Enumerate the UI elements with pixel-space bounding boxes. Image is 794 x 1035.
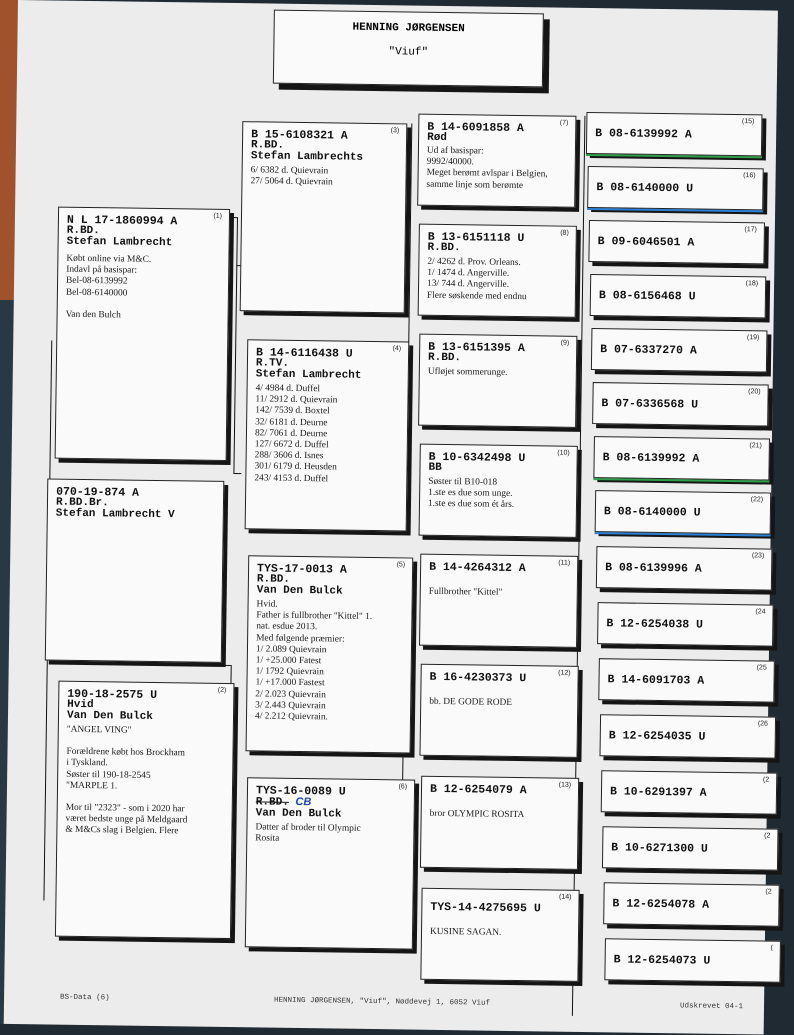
ancestor-card-25 <box>598 658 775 702</box>
ancestor-card-10 <box>419 444 578 538</box>
breeder-name: Van Den Bulck <box>66 709 153 723</box>
card-number: (1) <box>213 212 223 220</box>
note-line: 1/ 2.089 Quievrain <box>255 644 327 656</box>
ancestor-card-17 <box>588 220 765 264</box>
ring-number: TYS-16-0089 U <box>255 784 346 799</box>
note-line: 27/ 5064 d. Quievrain <box>250 176 333 188</box>
card-number: ( <box>770 944 773 952</box>
card-number: (3) <box>390 127 400 135</box>
connector <box>233 265 237 473</box>
note-line: 2/ 2.023 Quievrain <box>255 689 326 700</box>
header-box <box>273 10 544 88</box>
color-code: Hvid <box>67 698 94 712</box>
note-line: "ANGEL VING" <box>66 724 132 736</box>
note-line: Flere søskende med endnu <box>426 290 527 302</box>
footer-printed: Udskrevet 04-1 <box>679 1002 744 1012</box>
color-code: Rød <box>427 131 448 145</box>
card-notes <box>427 257 570 304</box>
ring-number: B 08-6139992 A <box>595 127 692 142</box>
ring-number: B 12-6254038 U <box>606 617 704 632</box>
card-number: (2 <box>764 832 771 840</box>
note-line: 2/ 4262 d. Prov. Orleans. <box>427 256 521 269</box>
subject-card <box>45 478 225 662</box>
footer-address: HENNING JØRGENSEN, "Viuf", Nøddevej 1, 6052 Viuf <box>273 996 491 1008</box>
pedigree-sheet <box>4 0 778 1035</box>
card-number: (26 <box>757 720 769 728</box>
granddam-card-2 <box>245 777 415 949</box>
ring-number: B 07-6337270 A <box>600 343 697 358</box>
note-line: 1.ste es due som ét års. <box>427 499 515 511</box>
ring-number: B 14-6091858 A <box>427 120 524 136</box>
ring-number: B 15-6108321 A <box>251 128 348 143</box>
card-number: (24 <box>755 608 766 616</box>
ring-number: B 08-6156468 U <box>598 289 696 304</box>
note-line: Van den Bulch <box>65 309 121 321</box>
connector <box>169 664 231 666</box>
card-number: (21) <box>749 442 762 450</box>
card-number: (2) <box>217 686 227 694</box>
card-number: (23) <box>751 552 765 560</box>
breeder-name: Stefan Lambrecht <box>66 235 173 250</box>
card-number: (6) <box>398 783 408 791</box>
ancestor-card-15 <box>586 112 763 156</box>
note-line: Med følgende præmier: <box>256 632 345 645</box>
ring-number: B 10-6342498 U <box>428 450 526 466</box>
note-line: 243/ 4153 d. Duffel <box>254 472 329 485</box>
ring-number: B 08-6139996 A <box>605 561 702 576</box>
card-notes <box>430 809 572 822</box>
card-notes <box>255 599 406 724</box>
note-line: 1.ste es due som unge. <box>428 487 513 500</box>
ancestor-card-30 <box>604 938 781 982</box>
note-line: 1/ 1474 d. Angerville. <box>427 267 510 280</box>
breeder-name: Stefan Lambrechts <box>250 150 364 164</box>
note-line: 1/ 1792 Quievrain <box>255 666 324 678</box>
card-number: (7) <box>559 119 569 127</box>
ancestor-card-23 <box>596 546 773 590</box>
footer-left: BS-Data (6) <box>60 993 110 1003</box>
ring-number: B 14-6116438 U <box>256 346 353 361</box>
card-number: (4) <box>392 345 402 353</box>
card-notes <box>426 146 569 193</box>
card-number: (22) <box>750 496 764 504</box>
note-line: 4/ 4984 d. Duffel <box>255 383 321 395</box>
ancestor-card-28 <box>602 826 779 870</box>
card-notes <box>428 367 570 380</box>
color-code: R.TV. <box>255 357 290 370</box>
note-line: 13/ 744 d. Angerville. <box>427 279 510 291</box>
card-number: (25 <box>756 664 767 672</box>
ancestor-card-21 <box>593 436 770 480</box>
note-line: 288/ 3606 d. Isnes <box>254 450 324 462</box>
card-notes <box>428 477 570 513</box>
note-line: Ufløjet sommerunge. <box>427 366 508 378</box>
card-number: (19) <box>746 334 760 342</box>
card-number: (2 <box>762 776 770 784</box>
note-line: Forældrene købt hos Brockham <box>66 746 186 759</box>
card-notes <box>255 822 407 847</box>
ancestor-card-18 <box>590 274 767 318</box>
ancestor-card-29 <box>603 882 780 926</box>
note-line: 11/ 2912 d. Quievrain <box>255 394 338 406</box>
ancestor-card-27 <box>601 770 778 814</box>
note-line: Hvid. <box>256 599 278 610</box>
owner-name: HENNING JØRGENSEN <box>352 21 465 36</box>
note-line: 6/ 6382 d. Quievrain <box>250 165 329 177</box>
ring-number: B 08-6140000 U <box>603 505 701 520</box>
ring-number: B 16-4230373 U <box>429 670 527 686</box>
note-line: KUSINE SAGAN. <box>429 926 502 938</box>
card-number: (15) <box>741 118 755 126</box>
ancestor-card-16 <box>587 166 764 210</box>
breeder-name: Van Den Bulck <box>256 584 343 598</box>
ring-number: B 09-6046501 A <box>597 235 695 250</box>
handwritten-annotation: CB <box>295 795 312 809</box>
connector <box>236 217 238 265</box>
owner-nickname: "Viuf" <box>388 46 429 59</box>
note-line: 127/ 6672 d. Duffel <box>254 439 329 451</box>
grandsire-card-2 <box>246 555 414 753</box>
ring-number: B 12-6254035 U <box>608 729 706 744</box>
note-line: været bedste unge på Meldgaard <box>65 813 188 826</box>
ancestor-card-13 <box>420 776 579 870</box>
connector <box>233 473 241 474</box>
card-number: (20) <box>748 388 761 396</box>
ancestor-card-19 <box>591 328 768 372</box>
note-line: Father is fullbrother "Kittel" 1. <box>256 610 373 623</box>
note-line: 82/ 7061 d. Deurne <box>254 428 328 440</box>
note-line: Meget berømt avlspar i Belgien, <box>426 168 548 180</box>
card-number: (18) <box>745 280 759 288</box>
breeder-name: Van Den Bulck <box>255 807 342 821</box>
ancestor-card-9 <box>418 334 577 428</box>
ring-number: N L 17-1860994 A <box>66 213 178 229</box>
card-number: (10) <box>557 449 570 457</box>
ring-number: B 13-6151118 U <box>427 230 525 246</box>
card-number: (12) <box>558 669 571 677</box>
ancestor-card-22 <box>595 490 772 534</box>
color-code: R.BD. <box>427 351 462 365</box>
card-number: (9) <box>560 339 570 347</box>
note-line: Fullbrother "Kittel" <box>428 586 503 598</box>
note-line: 32/ 6181 d. Deurne <box>255 416 328 428</box>
sire-card <box>55 207 231 461</box>
note-line: Rosita <box>255 833 280 844</box>
connector <box>49 340 52 480</box>
note-line: 1/ +25.000 Fatest <box>255 655 322 667</box>
color-code: R.BD. <box>250 139 285 152</box>
color-code: BB <box>428 461 442 474</box>
note-line: bror OLYMPIC ROSITA <box>429 808 525 821</box>
card-notes <box>254 383 401 486</box>
subject-ring-number: 070-19-874 A <box>56 485 140 500</box>
ring-number: B 08-6139992 A <box>602 451 700 466</box>
note-line: nat. esdue 2013. <box>256 621 318 633</box>
card-number: (13) <box>558 781 572 789</box>
color-code: R.BD.Br. <box>55 496 109 510</box>
note-line: 142/ 7539 d. Boxtel <box>255 405 330 417</box>
ring-number: B 10-6291397 A <box>609 785 707 800</box>
note-line: 1/ +17.000 Fastest <box>255 677 325 689</box>
ancestor-card-12 <box>419 664 578 758</box>
note-line: Bel-08-6139992 <box>66 276 128 287</box>
ancestor-card-20 <box>592 382 769 426</box>
card-notes <box>65 725 227 839</box>
color-code: R.BD. <box>66 224 100 238</box>
note-line: Søster til B10-018 <box>428 476 498 488</box>
granddam-card <box>245 339 410 531</box>
breeder-name: Stefan Lambrecht <box>255 368 362 382</box>
ring-number: B 10-6271300 U <box>611 841 708 856</box>
card-number: (8) <box>560 229 569 237</box>
card-number: (17) <box>744 226 757 234</box>
note-line: Mor til "2323" - som i 2020 har <box>65 802 185 815</box>
note-line: i Tyskland. <box>66 758 108 769</box>
color-code: R.BD. <box>255 796 289 809</box>
color-code: R.BD. <box>427 241 461 255</box>
card-notes <box>430 927 572 940</box>
note-line: Datter af broder til Olympic <box>255 822 361 834</box>
note-line: Ud af basispar: <box>426 145 484 157</box>
color-code: R.BD. <box>256 573 291 586</box>
note-line: 4/ 2.212 Quievrain. <box>254 711 328 723</box>
dam-card <box>55 681 235 939</box>
ring-number: B 08-6140000 U <box>596 181 694 196</box>
ancestor-card-24 <box>597 602 774 646</box>
note-line: samme linje som berømte <box>426 179 524 191</box>
ring-number: B 14-4264312 A <box>429 560 526 576</box>
card-number: (5) <box>396 561 406 569</box>
ancestor-card-11 <box>419 554 578 648</box>
connector <box>43 660 47 900</box>
ring-number: B 12-6254079 A <box>429 782 527 798</box>
card-number: (16) <box>743 172 756 180</box>
ring-number: TYS-17-0013 A <box>256 562 347 577</box>
card-notes <box>250 165 399 189</box>
ring-number: TYS-14-4275695 U <box>430 900 541 916</box>
note-line: Søster til 190-18-2545 <box>66 769 151 781</box>
card-number: (2 <box>765 888 772 896</box>
note-line: 301/ 6179 d. Heusden <box>254 461 337 473</box>
ring-number: B 14-6091703 A <box>607 673 705 688</box>
note-line: "MARPLE 1. <box>65 780 118 792</box>
note-line: 3/ 2.443 Quievrain <box>255 700 326 712</box>
ancestor-card-14 <box>420 888 579 982</box>
card-number: (14) <box>559 893 572 901</box>
ring-number: B 13-6151395 A <box>428 340 525 356</box>
ring-number: B 07-6336568 U <box>601 397 699 412</box>
card-notes <box>66 254 223 323</box>
ring-number: B 12-6254073 U <box>613 953 711 968</box>
card-number: (11) <box>558 559 571 567</box>
card-notes <box>429 697 571 710</box>
note-line: 9992/40000. <box>426 156 474 168</box>
note-line: Købt online via M&C. <box>66 253 152 265</box>
ancestor-card-26 <box>599 714 776 758</box>
note-line: Indavl på basispar: <box>66 264 138 276</box>
ring-number: 190-18-2575 U <box>67 687 158 703</box>
note-line: & M&Cs slag i Belgien. Flere <box>65 825 179 837</box>
breeder-name: Stefan Lambrecht V <box>55 507 175 522</box>
card-notes <box>429 587 571 600</box>
ancestor-card-8 <box>418 224 577 318</box>
note-line: bb. DE GODE RODE <box>429 696 513 708</box>
ancestor-card-7 <box>417 114 576 208</box>
grandsire-card <box>240 121 408 313</box>
ring-number: B 12-6254078 A <box>612 897 710 912</box>
note-line: Bel-08-6140000 <box>65 287 128 299</box>
